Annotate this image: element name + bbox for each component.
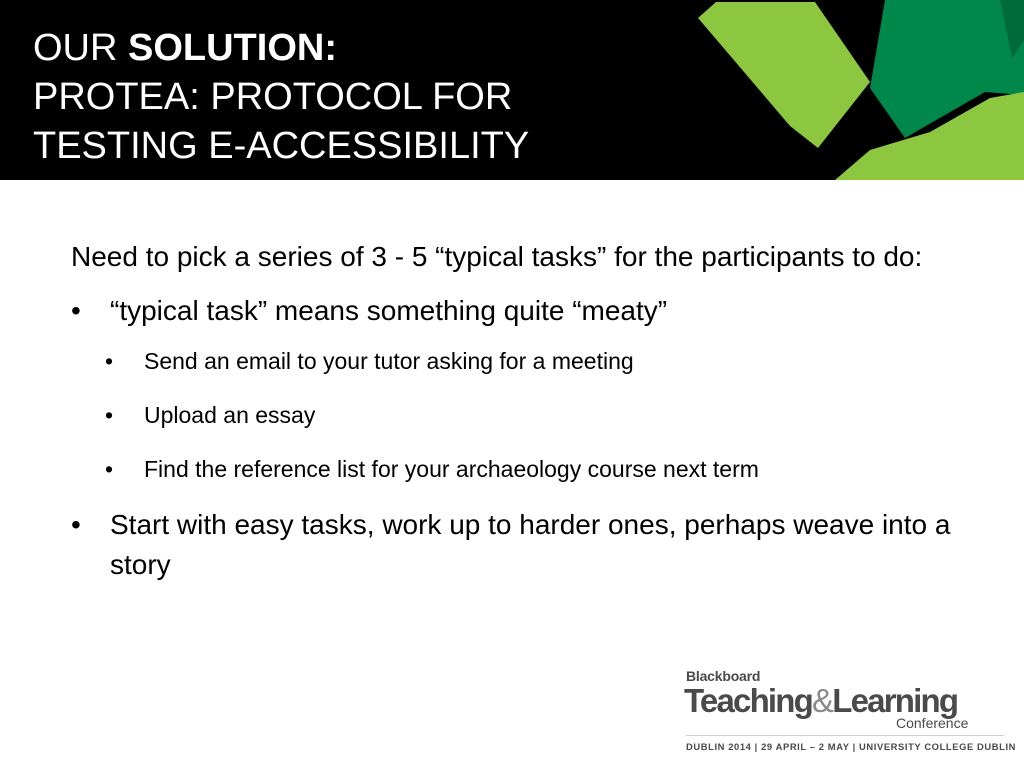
bullet-easy-tasks [71, 505, 971, 585]
logo-subtitle: Conference [896, 715, 969, 731]
subbullet-reference-list [71, 455, 971, 483]
subbullet-text: Find the reference list for your archaeology course next term [144, 456, 759, 482]
bullet-text: Start with easy tasks, work up to harder ones, perhaps weave into a story [110, 509, 951, 580]
slide-title [33, 24, 529, 171]
subbullet-email [71, 347, 971, 375]
title-line-1: OUR SOLUTION: [33, 27, 337, 69]
logo-tagline: DUBLIN 2014 | 29 APRIL – 2 MAY | UNIVERSITY COLLEGE DUBLIN [686, 741, 1017, 752]
slide-body [71, 237, 971, 601]
light-green-shape-left [698, 2, 870, 148]
subbullet-upload [71, 401, 971, 429]
subbullet-text: Upload an essay [144, 402, 316, 428]
bullet-glyph: • [71, 295, 81, 326]
bullet-glyph: • [105, 456, 114, 482]
logo-brand: Blackboard [686, 668, 761, 684]
title-line-3: TESTING E-ACCESSIBILITY [33, 125, 530, 167]
logo-ampersand: & [812, 682, 833, 719]
intro-text: Need to pick a series of 3 - 5 “typical tasks” for the participants to do: [71, 241, 923, 272]
bullet-text: “typical task” means something quite “meaty” [110, 295, 668, 326]
bullet-typical-task [71, 291, 971, 331]
slide-header [0, 0, 1024, 180]
bullet-glyph: • [105, 348, 114, 374]
bullet-glyph: • [71, 509, 81, 540]
bullet-glyph: • [105, 402, 114, 428]
title-bold: SOLUTION: [128, 27, 337, 69]
logo-divider [686, 735, 1004, 736]
conference-logo [684, 668, 1017, 758]
title-line-2: PROTEA: PROTOCOL FOR [33, 76, 513, 118]
subbullet-text: Send an email to your tutor asking for a meeting [144, 348, 634, 374]
logo-name: Teaching&Learning [684, 682, 958, 719]
